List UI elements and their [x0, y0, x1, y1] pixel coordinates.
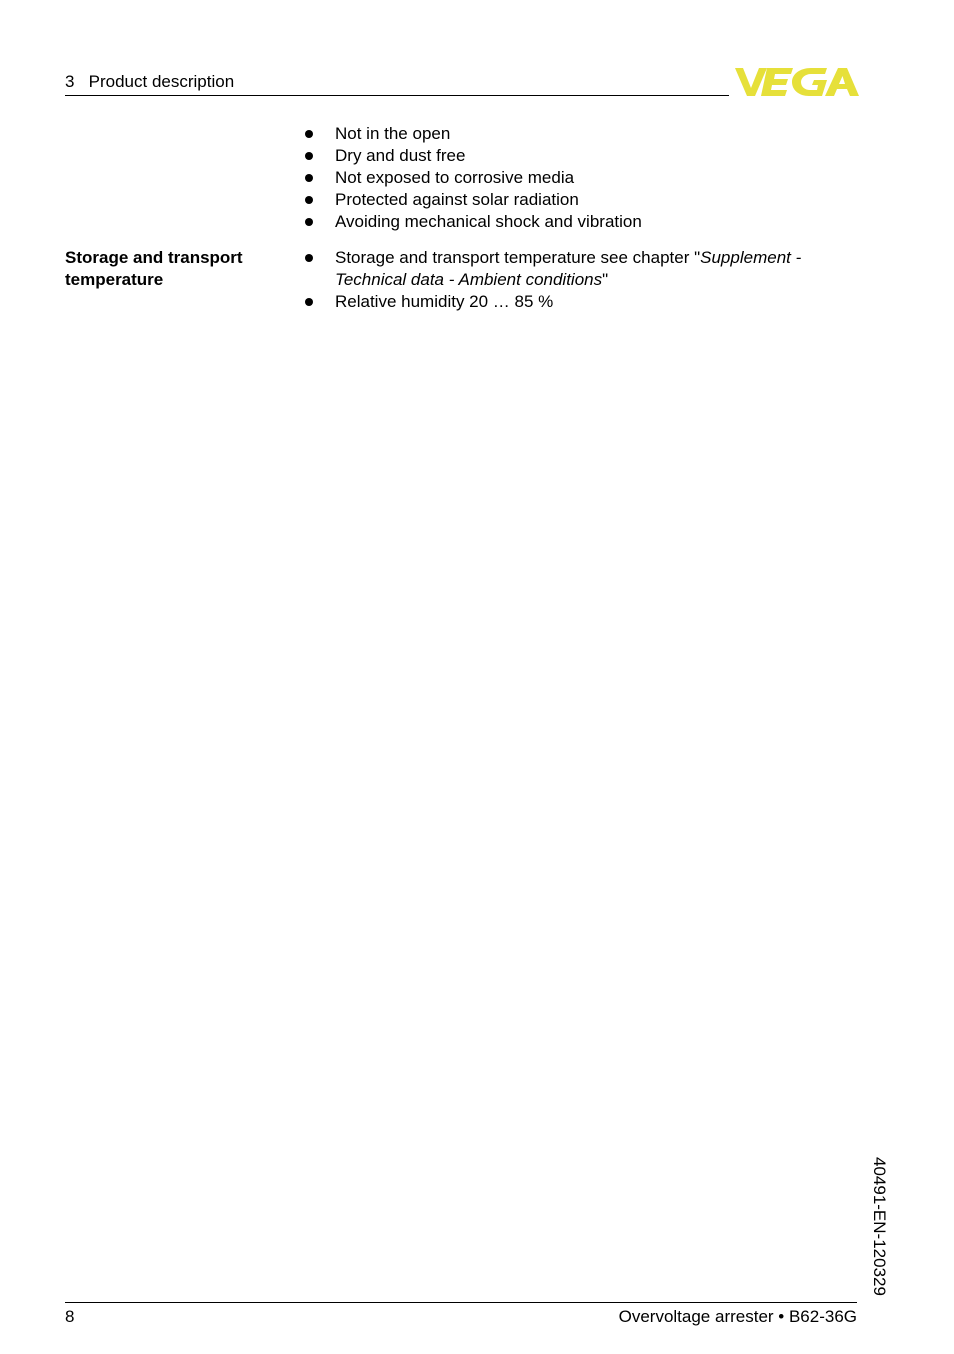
humidity-text: Relative humidity 20 … 85 %: [335, 292, 554, 311]
document-title: Overvoltage arrester • B62-36G: [618, 1307, 857, 1326]
bullet-icon: [305, 196, 313, 204]
list-item: [0, 247, 855, 291]
running-header: [65, 72, 234, 92]
vega-logo: [735, 66, 859, 98]
list-item: [0, 211, 855, 233]
list-item: [0, 145, 855, 167]
list-item: [0, 167, 855, 189]
list-item: [0, 189, 855, 211]
list-item-text: Dry and dust free: [335, 146, 466, 165]
storage-list: [0, 247, 855, 313]
chapter-reference: Supplement - Technical data - Ambient conditions: [335, 248, 802, 289]
list-item-text: Protected against solar radiation: [335, 190, 579, 209]
document-id: 40491-EN-120329: [870, 1157, 889, 1296]
bullet-icon: [305, 254, 313, 262]
section-title: Product description: [88, 72, 235, 91]
footer-rule: [65, 1302, 857, 1303]
storage-item-suffix: ": [602, 270, 609, 289]
section-number: 3: [65, 72, 75, 91]
storage-heading-line2: temperature: [65, 270, 164, 289]
list-item-text: Not exposed to corrosive media: [335, 168, 575, 187]
page-number: 8: [65, 1307, 75, 1326]
bullet-icon: [305, 218, 313, 226]
list-item: [0, 123, 855, 145]
bullet-icon: [305, 152, 313, 160]
list-item: [0, 291, 855, 313]
bullet-icon: [305, 130, 313, 138]
bullet-icon: [305, 298, 313, 306]
storage-heading-line1: Storage and transport: [65, 248, 243, 267]
storage-item-prefix: Storage and transport temperature see chapter ": [335, 248, 701, 267]
header-rule: [65, 95, 729, 96]
conditions-list: [0, 123, 855, 233]
list-item-text: Avoiding mechanical shock and vibration: [335, 212, 642, 231]
list-item-text: Not in the open: [335, 124, 451, 143]
bullet-icon: [305, 174, 313, 182]
